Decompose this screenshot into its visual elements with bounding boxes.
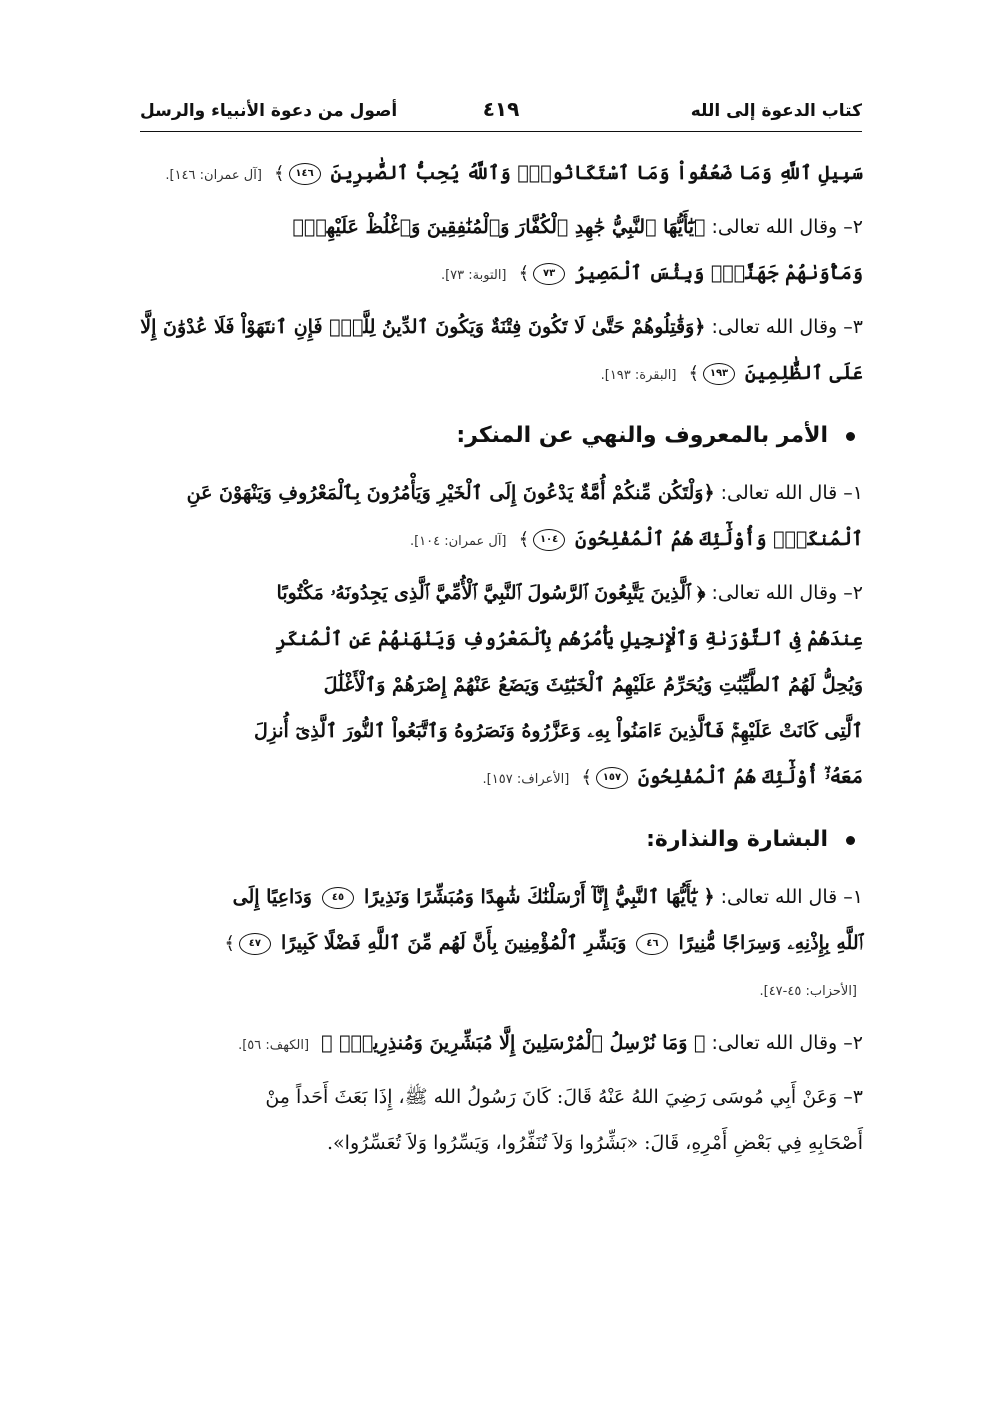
bullet-icon [846,836,855,845]
verse-text: ٱلَّتِى كَانَتْ عَلَيْهِمْۚ فَٱلَّذِينَ ءَامَنُواْ بِهِۦ وَعَزَّرُوهُ وَنَصَرُوهُ وَٱتَّبَعُواْ ٱلنُّورَ ٱلَّذِىٓ أُنزِلَ [253,720,863,742]
list-item-continuation [137,754,863,800]
verse-text: ﴿ وَمَا نُرْسِلُ ٱلْمُرْسَلِينَ إِلَّا مُبَشِّرِينَ وَمُنذِرِينَۖ ﴾ [321,1032,706,1054]
section-title: الأمر بالمعروف والنهي عن المنكر: [456,423,828,448]
list-item [137,1074,863,1120]
verse-text: ﴿وَلْتَكُن مِّنكُمْ أُمَّةٌ يَدْعُونَ إِلَى ٱلْخَيْرِ وَيَأْمُرُونَ بِٱلْمَعْرُوفِ وَيَنْهَوْنَ عَنِ [186,482,715,504]
ayah-number-marker: ٤٧ [239,933,271,955]
closing-bracket-ornament: ﴾ [224,933,235,954]
item-number: ٢– [843,582,863,604]
closing-bracket-ornament: ﴾ [581,767,592,788]
verse-reference: [الكهف: ٥٦]. [238,1038,310,1053]
list-item-continuation [137,1120,863,1166]
list-item-continuation [137,516,863,562]
list-item-continuation [137,350,863,396]
item-number: ١– [843,886,863,908]
list-item-continuation [137,966,863,1012]
ayah-number-marker: ١٥٧ [596,767,628,789]
verse-text: ٱلْمُنكَرِۚ وَأُوْلَٰٓئِكَ هُمُ ٱلْمُفْلِحُونَ [575,528,863,550]
page-number: ٤١٩ [482,97,520,121]
bullet-icon [846,432,855,441]
verse-text: سَبِيلِ ٱللَّهِ وَمَا ضَعُفُواْ وَمَا ٱسْتَكَانُواْۗ وَٱللَّهُ يُحِبُّ ٱلصَّٰبِرِينَ [330,162,863,184]
list-item-continuation [137,616,863,662]
item-lead: وقال الله تعالى: [711,216,838,238]
verse-reference: [التوبة: ٧٣]. [440,268,507,283]
hadith-text: أَصْحَابِهِ فِي بَعْضِ أَمْرِهِ، قَالَ: «بَشِّرُوا وَلاَ تُنَفِّرُوا، وَيَسِّرُوا وَلاَ تُعَسِّرُوا». [327,1132,863,1154]
item-number: ١– [843,482,863,504]
list-item [137,204,863,250]
item-number: ٢– [843,1032,863,1054]
verse-reference: [الأعراف: ١٥٧]. [482,772,570,787]
list-item [137,470,863,516]
verse-text: وَدَاعِيًا إِلَى [232,886,312,908]
list-item-continuation [137,662,863,708]
ayah-number-marker: ١٠٤ [533,529,565,551]
item-lead: قال الله تعالى: [720,886,838,908]
verse-reference: [آل عمران: ١٤٦]. [165,168,262,183]
verse-text: ﴿ يَٰٓأَيُّهَا ٱلنَّبِيُّ إِنَّآ أَرْسَلْنَٰكَ شَٰهِدًا وَمُبَشِّرًا وَنَذِيرًا [364,886,715,908]
closing-bracket-ornament: ﴾ [518,529,530,550]
item-number: ٢– [843,216,863,238]
book-title: كتاب الدعوة إلى الله [690,101,862,121]
closing-bracket-ornament: ﴾ [273,163,285,184]
verse-text: ﴿وَقَٰتِلُوهُمْ حَتَّىٰ لَا تَكُونَ فِتْنَةٌ وَيَكُونَ ٱلدِّينُ لِلَّهِۖ فَإِنِ ٱنتَهَوْاْ فَلَا عُدْوَٰنَ إِلَّا [140,316,706,338]
item-number: ٣– [843,316,863,338]
item-lead: وقال الله تعالى: [711,582,838,604]
verse-text: وَيُحِلُّ لَهُمُ ٱلطَّيِّبَٰتِ وَيُحَرِّمُ عَلَيْهِمُ ٱلْخَبَٰٓئِثَ وَيَضَعُ عَنْهُمْ إِصْرَهُمْ وَٱلْأَغْلَٰلَ [323,674,863,696]
list-item [137,1020,863,1066]
verse-reference: [الأحزاب: ٤٥-٤٧]. [759,984,857,999]
verse-text: وَمَأْوَىٰهُمْ جَهَنَّمُۖ وَبِئْسَ ٱلْمَصِيرُ [575,262,863,284]
closing-bracket-ornament: ﴾ [688,363,699,384]
verse-reference: [آل عمران: ١٠٤]. [409,534,507,549]
hadith-text: وَعَنْ أَبِي مُوسَى رَضِيَ اللهُ عَنْهُ قَالَ: كَانَ رَسُولُ الله ﷺ، إِذَا بَعَثَ أَحَداً مِنْ [265,1086,838,1108]
list-item-continuation [137,920,863,966]
verse-text: عَلَى ٱلظَّٰلِمِينَ [745,362,863,384]
item-number: ٣– [843,1086,863,1108]
section-heading [137,410,863,462]
verse-text: ﴿يَٰٓأَيُّهَا ٱلنَّبِيُّ جَٰهِدِ ٱلْكُفَّارَ وَٱلْمُنَٰفِقِينَ وَٱغْلُظْ عَلَيْهِمْۚ [292,216,706,238]
list-item [137,304,863,350]
list-item [137,874,863,920]
section-title: البشارة والنذارة: [646,827,828,852]
item-lead: قال الله تعالى: [720,482,838,504]
ayah-number-marker: ١٩٣ [703,363,735,385]
verse-text: ﴿ ٱلَّذِينَ يَتَّبِعُونَ ٱلرَّسُولَ ٱلنَّبِيَّ ٱلْأُمِّيَّ ٱلَّذِى يَجِدُونَهُۥ مَكْتُوبًا [276,582,706,604]
chapter-title: أصول من دعوة الأنبياء والرسل [140,101,398,121]
ayah-number-marker: ٤٥ [322,887,354,909]
list-item-continuation [137,250,863,296]
verse-continuation [137,150,863,196]
section-heading [137,814,863,866]
ayah-number-marker: ١٤٦ [289,163,321,185]
verse-text: ٱللَّهِ بِإِذْنِهِۦ وَسِرَاجًا مُّنِيرًا [678,932,863,954]
page-body [137,150,863,1166]
verse-text: مَعَهُۥٓۙ أُوْلَٰٓئِكَ هُمُ ٱلْمُفْلِحُونَ [638,766,863,788]
list-item-continuation [137,708,863,754]
list-item [137,570,863,616]
header-rule [140,131,862,132]
verse-reference: [البقرة: ١٩٣]. [600,368,677,383]
verse-text: عِندَهُمْ فِى ٱلتَّوْرَىٰةِ وَٱلْإِنجِيلِ يَأْمُرُهُم بِٱلْمَعْرُوفِ وَيَنْهَىٰهُمْ عَنِ ٱلْمُنكَرِ [275,628,863,650]
closing-bracket-ornament: ﴾ [518,263,530,284]
verse-text: وَبَشِّرِ ٱلْمُؤْمِنِينَ بِأَنَّ لَهُم مِّنَ ٱللَّهِ فَضْلًا كَبِيرًا [280,932,627,954]
item-lead: وقال الله تعالى: [711,1032,838,1054]
ayah-number-marker: ٤٦ [636,933,668,955]
item-lead: وقال الله تعالى: [711,316,838,338]
ayah-number-marker: ٧٣ [533,263,565,285]
running-header [140,95,862,135]
